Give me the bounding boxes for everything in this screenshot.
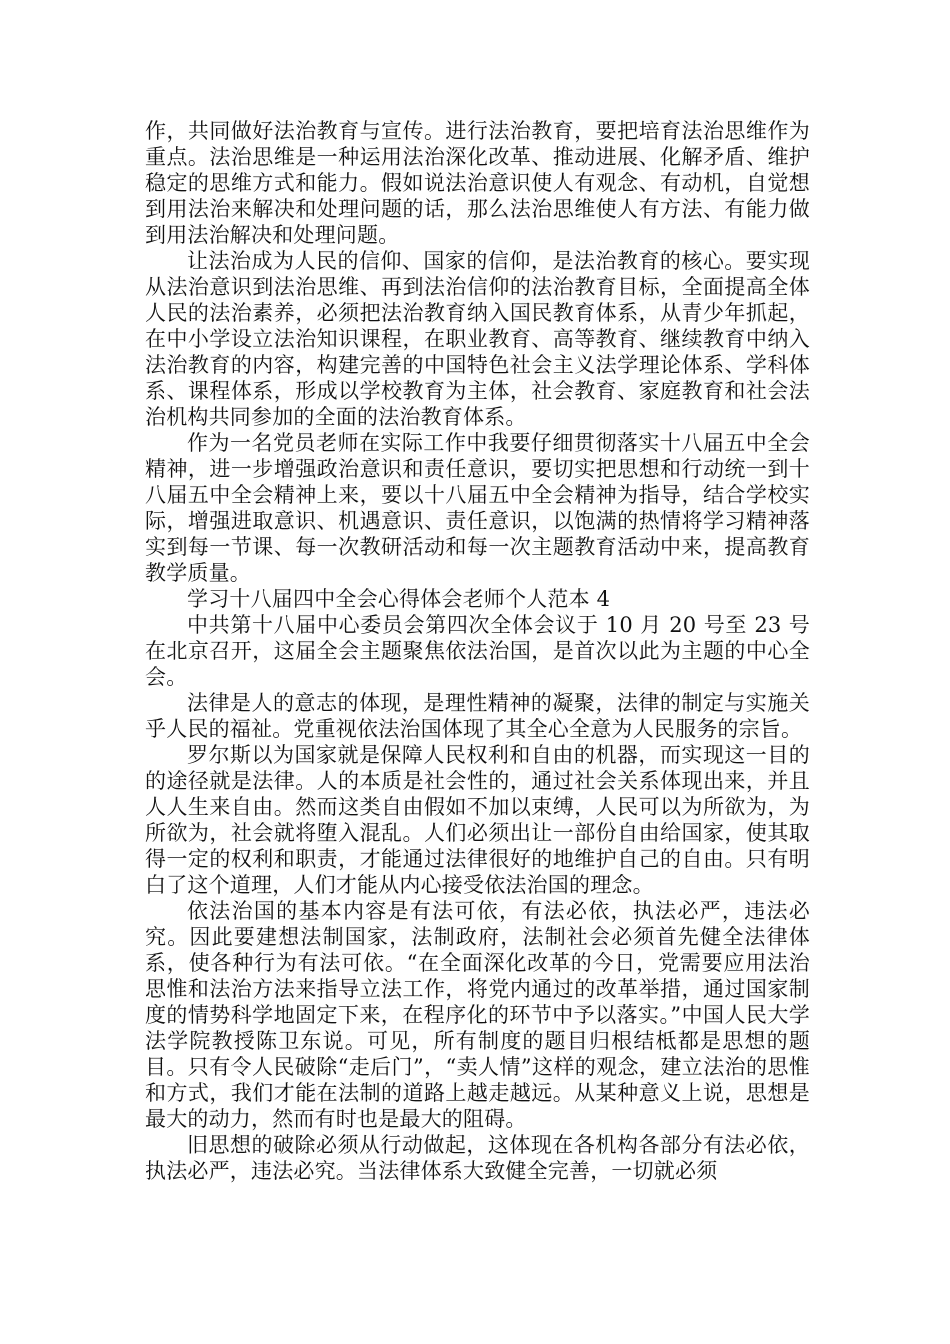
section-title: 学习十八届四中全会心得体会老师个人范本 4: [187, 587, 611, 611]
paragraph: 中共第十八届中心委员会第四次全体会议于 10 月 20 号至 23 号在北京召开，这届全会主题聚焦依法治国，是首次以此为主题的中心全会。: [145, 613, 810, 689]
paragraph: 作为一名党员老师在实际工作中我要仔细贯彻落实十八届五中全会精神，进一步增强政治意识和责任意识，要切实把思想和行动统一到十八届五中全会精神上来，要以十八届五中全会精神为指导，结合学校实际，增强进取意识、机遇意识、责任意识，以饱满的热情将学习精神落实到每一节课、每一次教研活动和每一次主题教育活动中来，提高教育教学质量。: [145, 431, 810, 585]
document-body: [145, 118, 810, 1184]
paragraph: 罗尔斯以为国家就是保障人民权利和自由的机器，而实现这一目的的途径就是法律。人的本质是社会性的，通过社会关系体现出来，并且人人生来自由。然而这类自由假如不加以束缚，人民可以为所欲为，为所欲为，社会就将堕入混乱。人们必须出让一部份自由给国家，使其取得一定的权利和职责，才能通过法律很好的地维护自己的自由。只有明白了这个道理，人们才能从内心接受依法治国的理念。: [145, 743, 810, 897]
paragraph: 旧思想的破除必须从行动做起，这体现在各机构各部分有法必依，执法必严，违法必究。当法律体系大致健全完善，一切就必须: [145, 1133, 810, 1183]
paragraph-continuation: 作，共同做好法治教育与宣传。进行法治教育，要把培育法治思维作为重点。法治思维是一种运用法治深化改革、推动进展、化解矛盾、维护稳定的思维方式和能力。假如说法治意识使人有观念、有动机，自觉想到用法治来解决和处理问题的话，那么法治思维使人有方法、有能力做到用法治解决和处理问题。: [145, 119, 810, 247]
paragraph: 依法治国的基本内容是有法可依，有法必依，执法必严，违法必究。因此要建想法制国家，法制政府，法制社会必须首先健全法律体系，使各种行为有法可依。“在全面深化改革的今日，党需要应用法治思惟和法治方法来指导立法工作，将党内通过的改革举措，通过国家制度的情势科学地固定下来，在程序化的环节中予以落实。”中国人民大学法学院教授陈卫东说。可见，所有制度的题目归根结柢都是思想的题目。只有令人民破除“走后门”，“卖人情”这样的观念，建立法治的思惟和方式，我们才能在法制的道路上越走越远。从某种意义上说，思想是最大的动力，然而有时也是最大的阻碍。: [145, 899, 810, 1131]
paragraph: 法律是人的意志的体现，是理性精神的凝聚，法律的制定与实施关乎人民的福祉。党重视依法治国体现了其全心全意为人民服务的宗旨。: [145, 691, 810, 741]
paragraph: 让法治成为人民的信仰、国家的信仰，是法治教育的核心。要实现从法治意识到法治思维、再到法治信仰的法治教育目标，全面提高全体人民的法治素养，必须把法治教育纳入国民教育体系，从青少年抓起，在中小学设立法治知识课程，在职业教育、高等教育、继续教育中纳入法治教育的内容，构建完善的中国特色社会主义法学理论体系、学科体系、课程体系，形成以学校教育为主体，社会教育、家庭教育和社会法治机构共同参加的全面的法治教育体系。: [145, 249, 810, 429]
